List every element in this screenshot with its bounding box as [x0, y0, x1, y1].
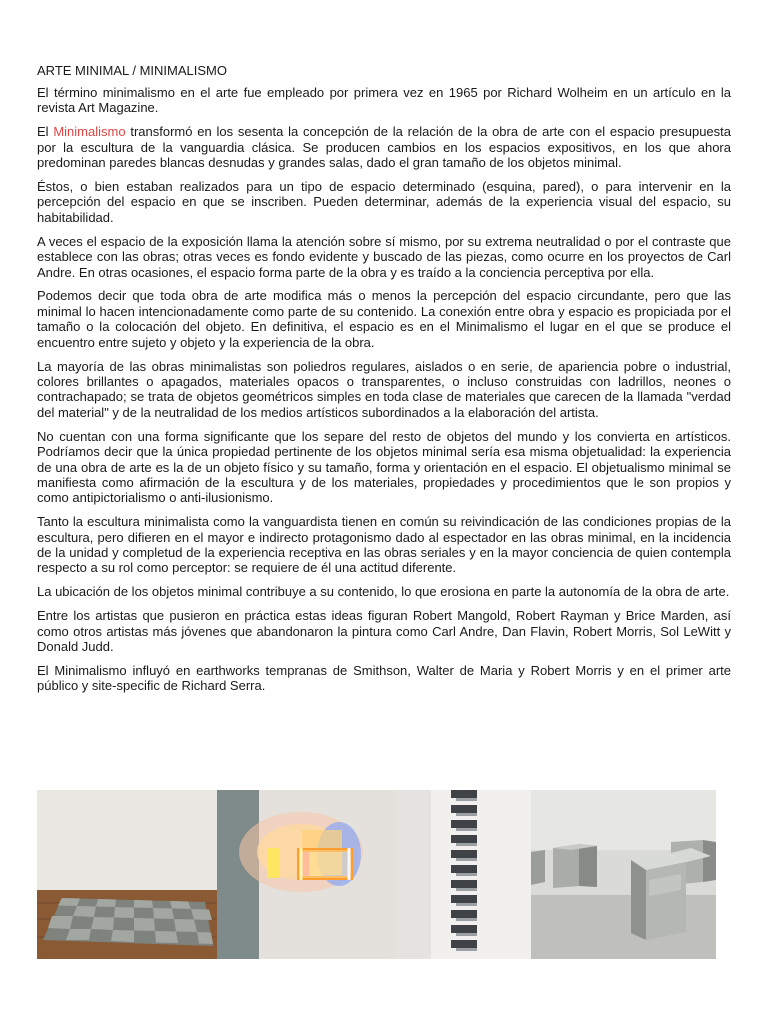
paragraph-10: Entre los artistas que pusieron en práctica estas ideas figuran Robert Mangold, Robert Rayman y Brice Marden, así como otros artistas más jóvenes que abandonaron la pintura como Carl Andre, Dan Flavin, Robert Morris, Sol LeWitt y Donald Judd.	[37, 608, 731, 655]
paragraph-1: El término minimalismo en el arte fue empleado por primera vez en 1965 por Richard Wolheim en un artículo en la revista Art Magazine.	[37, 85, 731, 116]
paragraph-4: A veces el espacio de la exposición llama la atención sobre sí mismo, por su extrema neutralidad o por el contraste que establece con las obras; otras veces es fondo evidente y buscado de las piezas, como ocurre en los proyectos de Carl Andre. En otras ocasiones, el espacio forma parte de la obra y es traído a la conciencia perceptiva por ella.	[37, 233, 731, 280]
paragraph-2-rest: transformó en los sesenta la concepción de la relación de la obra de arte con el espacio presupuesta por la escultura de la vanguardia clásica. Se producen cambios en los espacios expositivos, en los que ahora predominan paredes blancas desnudas y grandes salas, dado el gran tamaño de los objetos minimal.	[37, 124, 731, 171]
wall-stack-image	[396, 790, 531, 959]
minimalismo-link[interactable]: Minimalismo	[53, 124, 126, 140]
paragraph-2	[37, 124, 731, 170]
paragraph-3: Éstos, o bien estaban realizados para un tipo de espacio determinado (esquina, pared), o para intervenir en la percepción del espacio en que se inscriben. Pueden determinar, además de la experiencia visual del espacio, su habitabilidad.	[37, 179, 731, 225]
document-title: ARTE MINIMAL / MINIMALISMO	[37, 63, 227, 78]
neon-light-image	[217, 790, 396, 959]
floor-plates-image	[37, 790, 217, 959]
document-body	[37, 63, 731, 702]
paragraph-11: El Minimalismo influyó en earthworks tempranas de Smithson, Walter de Maria y Robert Morris y en el primer arte público y site-specific de Richard Serra.	[37, 663, 731, 694]
paragraph-5: Podemos decir que toda obra de arte modifica más o menos la percepción del espacio circundante, pero que las minimal lo hacen intencionadamente como parte de su contenido. La conexión entre obra y espacio es propiciada por el tamaño o la colocación del objeto. En definitiva, el espacio es en el Minimalismo el lugar en el que se produce el encuentro entre sujeto y objeto y la experiencia de la obra.	[37, 288, 731, 350]
mirror-cubes-image	[531, 790, 716, 959]
paragraph-6: La mayoría de las obras minimalistas son poliedros regulares, aislados o en serie, de apariencia pobre o industrial, colores brillantes o apagados, materiales opacos o transparentes, o incluso construidas con ladrillos, neones o contrachapado; se trata de objetos geométricos simples en toda clase de materiales que carecen de la llamada "verdad del material" y de la neutralidad de los medios artísticos subordinados a la elaboración del artista.	[37, 358, 731, 420]
paragraph-2-lead: El	[37, 124, 54, 140]
artwork-image-strip	[37, 790, 716, 959]
paragraph-8: Tanto la escultura minimalista como la vanguardista tienen en común su reivindicación de las condiciones propias de la escultura, pero difieren en el mayor e indirecto protagonismo dado al espectador en las obras minimal, en la incidencia de la unidad y completud de la experiencia receptiva en las obras seriales y en la mayor conciencia de quien contempla respecto a su rol como perceptor: se requiere de él una actitud diferente.	[37, 514, 731, 576]
paragraph-9: La ubicación de los objetos minimal contribuye a su contenido, lo que erosiona en parte la autonomía de la obra de arte.	[37, 584, 730, 600]
paragraph-7: No cuentan con una forma significante que los separe del resto de objetos del mundo y los convierta en artísticos. Podríamos decir que la única propiedad pertinente de los objetos minimal sería esa misma objetualidad: la experiencia de una obra de arte es la de un objeto físico y su tamaño, forma y orientación en el espacio. El objetualismo minimal se manifiesta como afirmación de la escultura y de los materiales, propiedades y procedimientos que le son propios y como antipictorialismo o anti-ilusionismo.	[37, 428, 731, 506]
